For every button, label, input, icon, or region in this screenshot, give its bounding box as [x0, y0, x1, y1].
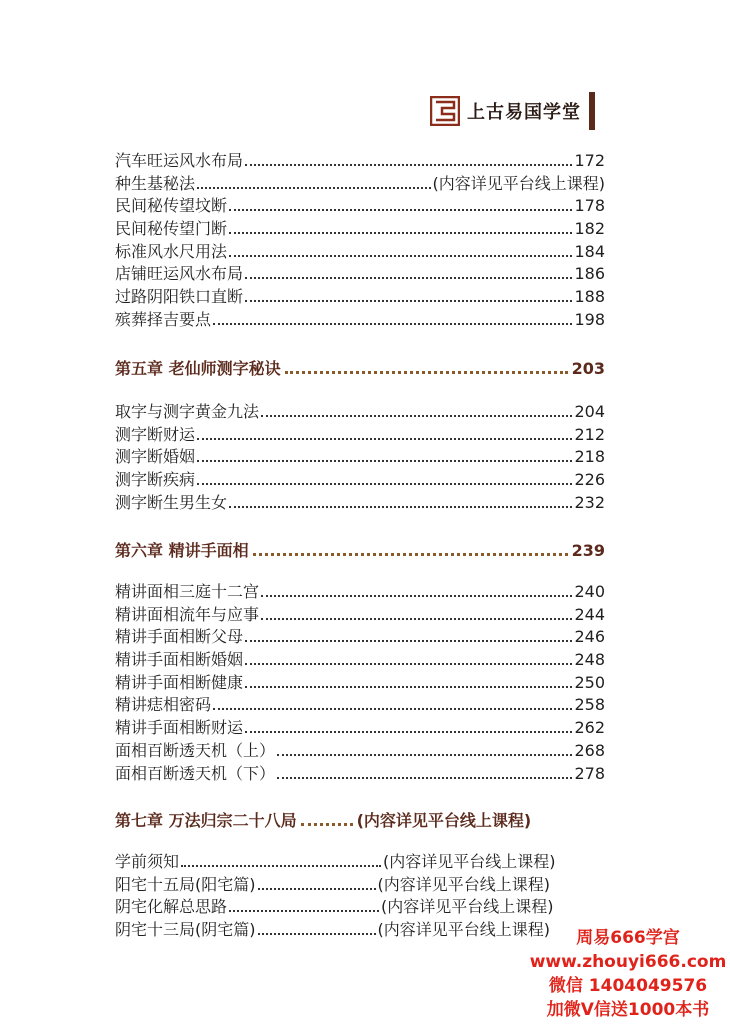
toc-entry: 殡葬择吉要点 198: [115, 309, 605, 329]
toc-entry: 精讲手面相断财运 262: [115, 718, 605, 738]
chapter-5-heading: 第五章 老仙师测字秘诀 203: [115, 359, 605, 378]
toc-entry: 阴宅十三局(阴宅篇) (内容详见平台线上课程): [115, 920, 550, 940]
toc-entry: 取字与测字黄金九法 204: [115, 402, 605, 421]
toc-entry: 店铺旺运风水布局 186: [115, 264, 605, 284]
toc-entry: 民间秘传望坟断 178: [115, 196, 605, 216]
toc-entry: 面相百断透天机（上） 268: [115, 740, 605, 760]
watermark-line: www.zhouyi666.com: [529, 952, 727, 972]
toc-entry: 种生基秘法 (内容详见平台线上课程): [115, 173, 605, 193]
toc-entry: 测字断生男生女 232: [115, 492, 605, 512]
toc-entry: 精讲手面相断健康 250: [115, 672, 605, 692]
brand-name: 上古易国学堂: [467, 102, 581, 123]
page-header: [430, 92, 610, 132]
toc-entry: 测字断疾病 226: [115, 470, 605, 490]
toc-entry: 过路阴阳铁口直断 188: [115, 287, 605, 307]
toc-section-4-items: [115, 150, 605, 332]
watermark-line: 周易666学宫: [576, 928, 680, 948]
toc-entry: 面相百断透天机（下） 278: [115, 763, 605, 783]
chapter-6-heading: 第六章 精讲手面相 239: [115, 541, 605, 560]
toc-entry: 汽车旺运风水布局 172: [115, 151, 605, 170]
toc-entry: 精讲面相流年与应事 244: [115, 604, 605, 624]
toc-entry: 测字断财运 212: [115, 424, 605, 444]
watermark: [528, 926, 728, 1022]
brand-accent-bar: [589, 92, 595, 130]
toc-entry: 精讲手面相断父母 246: [115, 627, 605, 647]
toc-chapter-6-items: [115, 581, 605, 785]
toc-chapter-5-items: [115, 401, 605, 514]
watermark-line: 微信 1404049576: [548, 976, 708, 996]
brand-logo-icon: [430, 96, 460, 126]
toc-entry: 精讲面相三庭十二宫 240: [115, 582, 605, 601]
toc-entry: 学前须知 (内容详见平台线上课程): [115, 852, 556, 871]
toc-entry: 民间秘传望门断 182: [115, 219, 605, 239]
toc-entry: 阳宅十五局(阳宅篇) (内容详见平台线上课程): [115, 874, 550, 894]
toc-entry: 标准风水尺用法 184: [115, 241, 605, 261]
toc-entry: 测字断婚姻 218: [115, 447, 605, 467]
toc-entry: 精讲手面相断婚姻 248: [115, 650, 605, 670]
toc-entry: 精讲痣相密码 258: [115, 695, 605, 715]
watermark-line: 加微V信送1000本书: [546, 1000, 710, 1020]
chapter-7-heading: 第七章 万法归宗二十八局 (内容详见平台线上课程): [115, 811, 532, 830]
toc-entry: 阴宅化解总思路 (内容详见平台线上课程): [115, 897, 554, 917]
